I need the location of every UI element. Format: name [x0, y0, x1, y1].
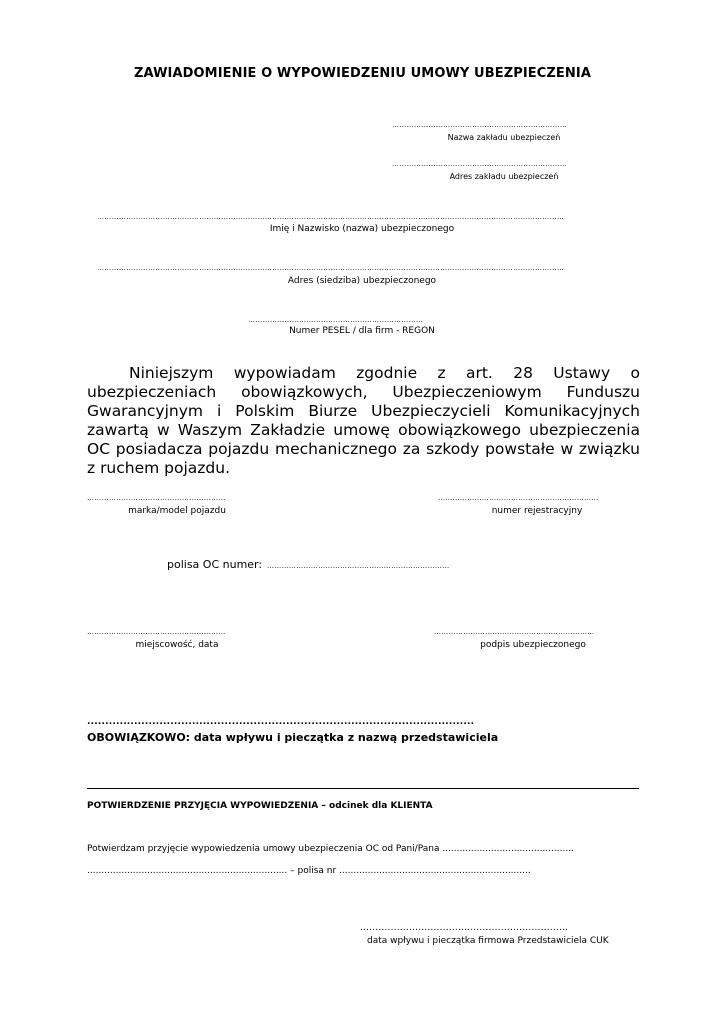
mandatory-stamp-field[interactable]: ...........................................................................................................: [87, 717, 475, 727]
confirmation-policy-line[interactable]: ...................................................................... – polisa nr ...................................................................: [87, 866, 531, 876]
insured-address-field[interactable]: …………………………………………………………………………………………………………………………………………………………………………: [97, 264, 565, 272]
representative-stamp-field[interactable]: ....................................................................: [360, 923, 569, 933]
place-date-field[interactable]: …………………………………………………: [87, 628, 226, 636]
signature-field[interactable]: …………………………………………………………: [434, 628, 595, 636]
vehicle-registration-field[interactable]: …………………………………………………………: [438, 494, 599, 502]
insurer-address-field[interactable]: ………………………………………………………………: [392, 160, 568, 168]
vehicle-registration-label: numer rejestracyjny: [491, 506, 583, 516]
notice-body-text: Niniejszym wypowiadam zgodnie z art. 28 Ustawy o ubezpieczeniach obowiązkowych, Ubezpieczeniowym Funduszu Gwarancyjnym i Polskim Biurze Ubezpieczycieli Komunikacyjnych zawartą w Waszym Zakładzie umowę obowiązkowego ubezpieczenia OC posiadacza pojazdu mechanicznego za szkody powstałe w związku z ruchem pojazdu.: [87, 364, 640, 477]
confirmation-title: POTWIERDZENIE PRZYJĘCIA WYPOWIEDZENIA – odcinek dla KLIENTA: [87, 801, 433, 811]
insured-address-label: Adres (siedziba) ubezpieczonego: [287, 276, 437, 286]
insurer-name-label: Nazwa zakładu ubezpieczeń: [447, 133, 561, 142]
policy-number-label: polisa OC numer:: [167, 558, 263, 571]
vehicle-make-label: marka/model pojazdu: [128, 506, 226, 516]
confirmation-client-line[interactable]: Potwierdzam przyjęcie wypowiedzenia umowy ubezpieczenia OC od Pani/Pana ..............................................: [87, 844, 574, 854]
insured-name-label: Imię i Nazwisko (nazwa) ubezpieczonego: [269, 224, 455, 234]
vehicle-make-field[interactable]: …………………………………………………: [87, 494, 226, 502]
mandatory-stamp-label: OBOWIĄZKOWO: data wpływu i pieczątka z nazwą przedstawiciela: [87, 731, 499, 744]
signature-label: podpis ubezpieczonego: [480, 640, 586, 650]
insurer-address-label: Adres zakładu ubezpieczeń: [449, 172, 559, 181]
pesel-field[interactable]: ………………………………………………………………: [248, 316, 424, 324]
cut-line-divider: [87, 788, 639, 789]
pesel-label: Numer PESEL / dla firm - REGON: [289, 326, 435, 336]
document-title: ZAWIADOMIENIE O WYPOWIEDZENIU UMOWY UBEZPIECZENIA: [134, 66, 591, 81]
representative-stamp-label: data wpływu i pieczątka firmowa Przedstawiciela CUK: [367, 936, 609, 946]
insurer-name-field[interactable]: ………………………………………………………………: [392, 121, 568, 129]
policy-number-field[interactable]: …………………………………………………………………: [267, 562, 450, 570]
place-date-label: miejscowość, data: [135, 640, 219, 650]
insured-name-field[interactable]: …………………………………………………………………………………………………………………………………………………………………………: [97, 213, 565, 221]
